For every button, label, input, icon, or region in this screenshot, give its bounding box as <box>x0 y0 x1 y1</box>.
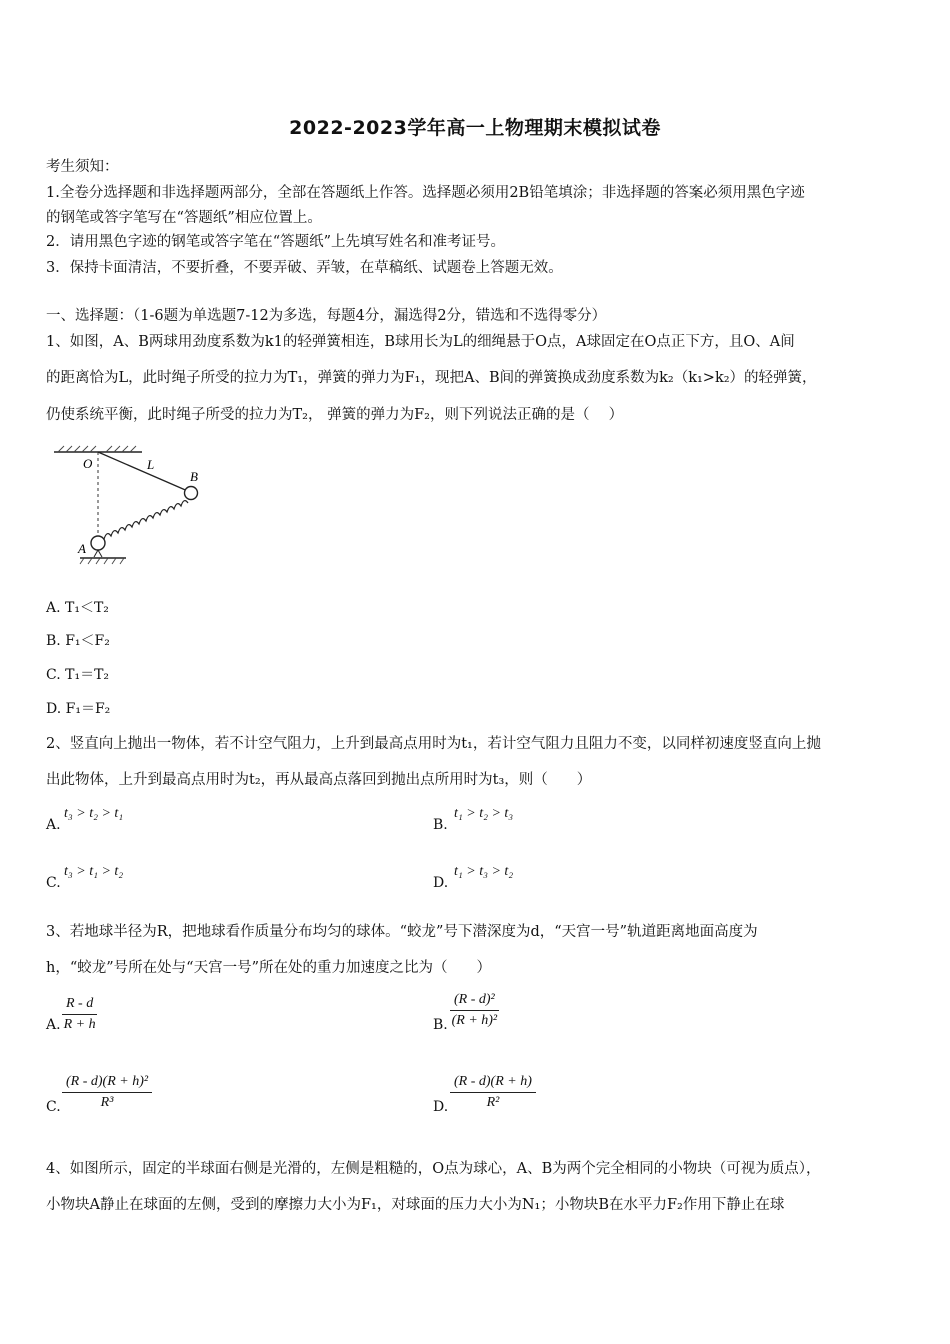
q2-option-c-expr: t₃ > t₁ > t₂ <box>64 864 124 879</box>
q2-option-b-expr: t₁ > t₂ > t₃ <box>454 806 514 821</box>
spring-pendulum-figure <box>50 440 210 570</box>
q1-line-3: 仍使系统平衡，此时绳子所受的拉力为T₂， 弹簧的弹力为F₂，则下列说法正确的是（ ） <box>46 407 624 423</box>
q3-line-1: 3、若地球半径为R，把地球看作质量分布均匀的球体。“蛟龙”号下潜深度为d，“天宫一号”轨道距离地面高度为 <box>46 924 758 940</box>
q3-option-a-denominator: R + h <box>63 1017 96 1032</box>
notice-heading: 考生须知： <box>46 159 119 175</box>
q2-option-d-letter: D. <box>433 875 449 891</box>
q1-option-b: B. F₁＜F₂ <box>46 633 110 649</box>
q3-option-d-denominator: R² <box>486 1095 500 1110</box>
q3-option-d-letter: D. <box>433 1099 449 1115</box>
q3-option-b-numerator: (R - d)² <box>450 992 499 1011</box>
q3-option-a-fraction <box>62 996 97 1033</box>
notice-item-1: 1.全卷分选择题和非选择题两部分，全部在答题纸上作答。选择题必须用2B铅笔填涂；非选择题的答案必须用黑色字迹 <box>46 185 805 201</box>
q3-option-c-denominator: R³ <box>100 1095 114 1110</box>
q3-option-d-fraction <box>450 1074 536 1111</box>
q1-line-2: 的距离恰为L，此时绳子所受的拉力为T₁，弹簧的弹力为F₁，现把A、B间的弹簧换成劲度系数为k₂（k₁>k₂）的轻弹簧， <box>46 370 817 386</box>
q2-line-1: 2、竖直向上抛出一物体，若不计空气阻力，上升到最高点用时为t₁，若计空气阻力且阻力不变，以同样初速度竖直向上抛 <box>46 736 821 752</box>
q3-option-b-denominator: (R + h)² <box>451 1013 498 1028</box>
notice-item-2: 2．请用黑色字迹的钢笔或答字笔在“答题纸”上先填写姓名和准考证号。 <box>46 234 506 250</box>
q3-option-c-numerator: (R - d)(R + h)² <box>62 1074 152 1093</box>
page-title: 2022-2023学年高一上物理期末模拟试卷 <box>289 117 661 139</box>
q3-option-a-letter: A. <box>46 1017 61 1033</box>
q1-option-d: D. F₁＝F₂ <box>46 701 111 717</box>
notice-item-1-cont: 的钢笔或答字笔写在“答题纸”相应位置上。 <box>46 210 322 226</box>
q2-option-b-letter: B. <box>433 817 448 833</box>
q2-option-c-letter: C. <box>46 875 61 891</box>
q3-line-2: h，“蛟龙”号所在处与“天宫一号”所在处的重力加速度之比为（ ） <box>46 960 491 976</box>
notice-item-3: 3．保持卡面清洁，不要折叠，不要弄破、弄皱，在草稿纸、试题卷上答题无效。 <box>46 260 563 276</box>
label-l: L <box>147 457 155 472</box>
q3-option-d-numerator: (R - d)(R + h) <box>450 1074 536 1093</box>
q4-line-2: 小物块A静止在球面的左侧，受到的摩擦力大小为F₁，对球面的压力大小为N₁；小物块B在水平力F₂作用下静止在球 <box>46 1197 785 1213</box>
q1-option-a: A. T₁＜T₂ <box>46 600 109 616</box>
q3-option-a-numerator: R - d <box>62 996 97 1015</box>
q3-option-b-letter: B. <box>433 1017 448 1033</box>
q1-line-1: 1、如图，A、B两球用劲度系数为k1的轻弹簧相连，B球用长为L的细绳悬于O点，A球固定在O点正下方，且O、A间 <box>46 334 795 350</box>
q3-option-c-fraction <box>62 1074 152 1111</box>
section-heading: 一、选择题：（1-6题为单选题7-12为多选，每题4分，漏选得2分，错选和不选得零分） <box>46 308 607 324</box>
label-b: B <box>190 469 198 484</box>
q2-option-a-expr: t₃ > t₂ > t₁ <box>64 806 124 821</box>
q2-line-2: 出此物体，上升到最高点用时为t₂，再从最高点落回到抛出点所用时为t₃，则（ ） <box>46 772 592 788</box>
label-o: O <box>83 456 93 471</box>
q1-option-c: C. T₁＝T₂ <box>46 667 110 683</box>
q3-option-b-fraction <box>450 992 499 1029</box>
q3-option-c-letter: C. <box>46 1099 61 1115</box>
q2-option-d-expr: t₁ > t₃ > t₂ <box>454 864 514 879</box>
q2-option-a-letter: A. <box>46 817 61 833</box>
q4-line-1: 4、如图所示，固定的半球面右侧是光滑的，左侧是粗糙的，O点为球心，A、B为两个完全相同的小物块（可视为质点）， <box>46 1161 821 1177</box>
label-a: A <box>78 541 86 556</box>
